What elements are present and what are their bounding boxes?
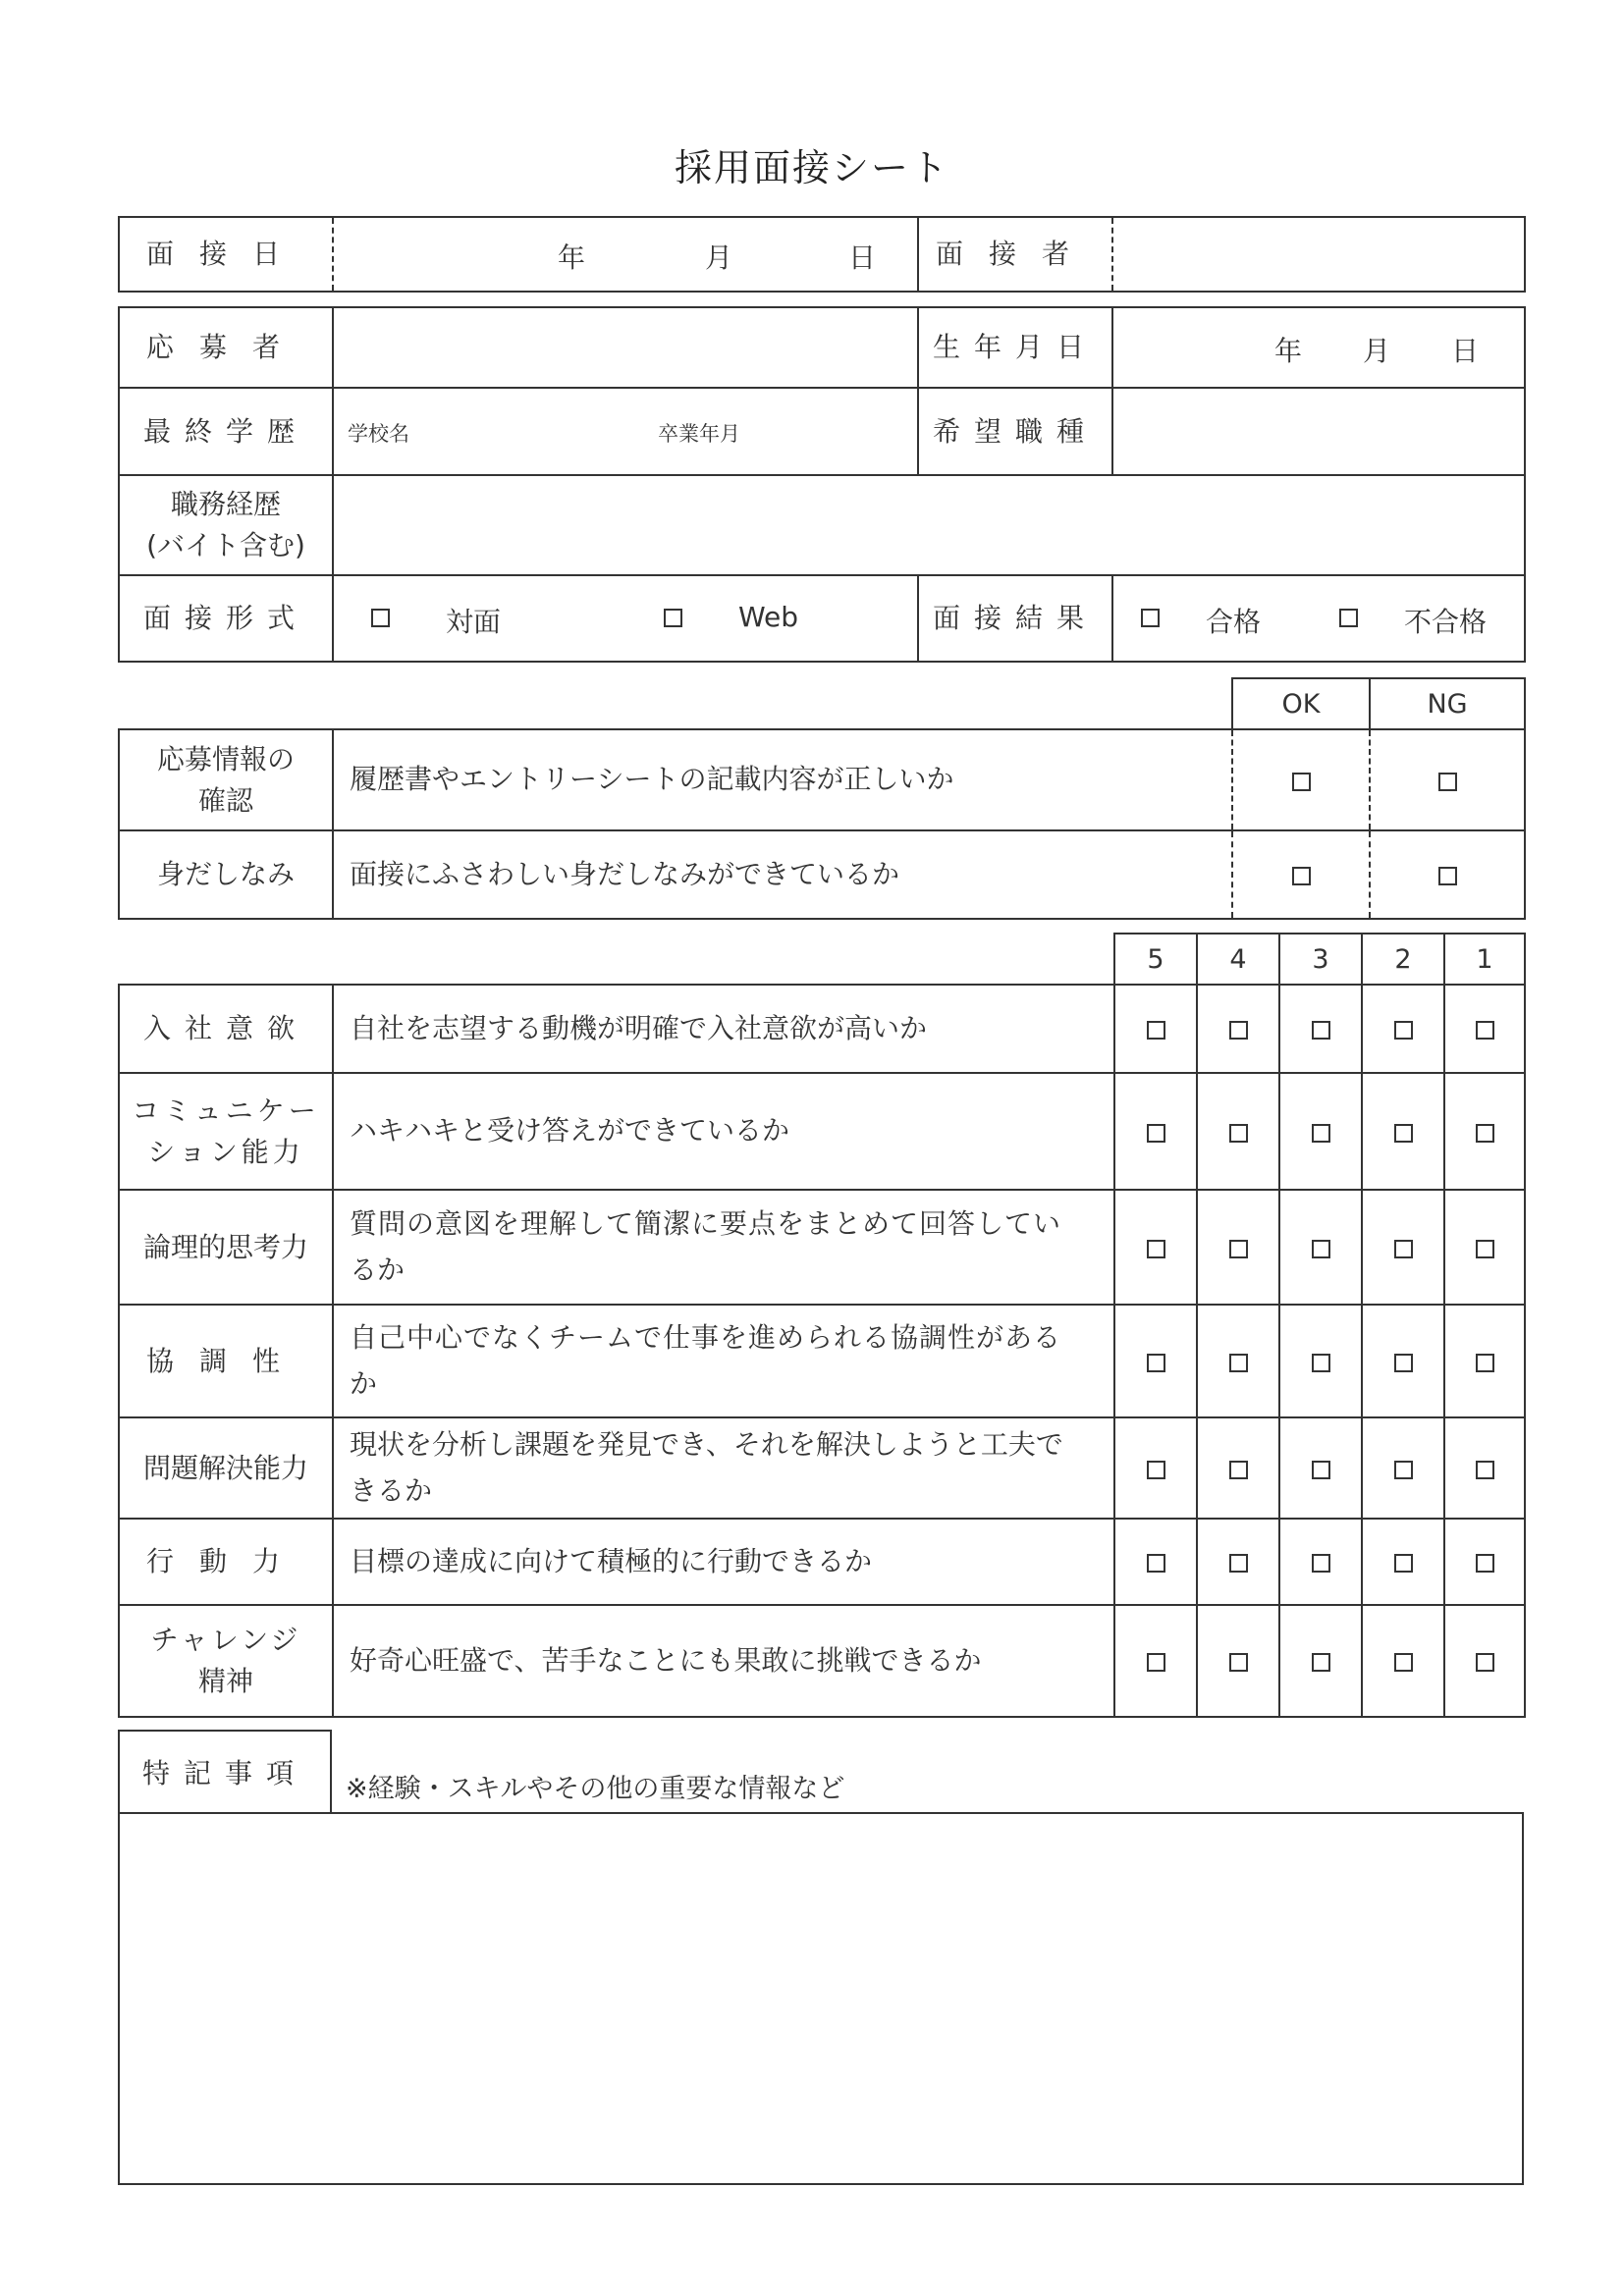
score-1-checkbox[interactable] xyxy=(1444,1605,1525,1717)
score-5-checkbox[interactable] xyxy=(1114,1519,1197,1605)
score-2-checkbox[interactable] xyxy=(1362,1190,1444,1305)
interview-date-field[interactable]: 年 月 日 xyxy=(333,217,918,292)
score-3-checkbox[interactable] xyxy=(1279,1605,1362,1717)
ng-checkbox[interactable] xyxy=(1370,830,1525,919)
education-field[interactable]: 学校名 卒業年月 xyxy=(333,388,918,475)
score-1-checkbox[interactable] xyxy=(1444,1519,1525,1605)
page-title: 採用面接シート xyxy=(674,146,949,189)
format-in-person-checkbox[interactable] xyxy=(371,609,390,627)
eval-row-text: 目標の達成に向けて積極的に行動できるか xyxy=(333,1519,1114,1605)
score-1-checkbox[interactable] xyxy=(1444,1305,1525,1417)
eval-row-text: 好奇心旺盛で、苦手なことにも果敢に挑戦できるか xyxy=(333,1605,1114,1717)
table-row xyxy=(119,985,1525,1073)
score-5-checkbox[interactable] xyxy=(1114,1190,1197,1305)
ok-checkbox[interactable] xyxy=(1232,830,1370,919)
eval-row-label: 協調性 xyxy=(119,1305,333,1417)
result-field: 合格 不合格 xyxy=(1112,575,1525,662)
eval-row-label: 問題解決能力 xyxy=(119,1417,333,1519)
desired-job-field[interactable] xyxy=(1112,388,1525,475)
score-4-checkbox[interactable] xyxy=(1197,1190,1279,1305)
ng-checkbox[interactable] xyxy=(1370,729,1525,830)
score-4-checkbox[interactable] xyxy=(1197,1519,1279,1605)
score-header-1: 1 xyxy=(1444,934,1525,985)
score-4-checkbox[interactable] xyxy=(1197,1417,1279,1519)
eval-row-label: 論理的思考力 xyxy=(119,1190,333,1305)
score-5-checkbox[interactable] xyxy=(1114,1073,1197,1190)
score-3-checkbox[interactable] xyxy=(1279,1190,1362,1305)
notes-label: 特記事項 xyxy=(118,1730,332,1812)
score-4-checkbox[interactable] xyxy=(1197,1605,1279,1717)
table-row xyxy=(119,1305,1525,1417)
score-5-checkbox[interactable] xyxy=(1114,1305,1197,1417)
result-fail-checkbox[interactable] xyxy=(1339,609,1358,627)
score-2-checkbox[interactable] xyxy=(1362,1605,1444,1717)
score-2-checkbox[interactable] xyxy=(1362,1073,1444,1190)
ng-header: NG xyxy=(1370,678,1525,729)
score-5-checkbox[interactable] xyxy=(1114,1605,1197,1717)
score-1-checkbox[interactable] xyxy=(1444,985,1525,1073)
score-3-checkbox[interactable] xyxy=(1279,985,1362,1073)
applicant-label: 応募者 xyxy=(119,307,333,388)
score-3-checkbox[interactable] xyxy=(1279,1305,1362,1417)
score-1-checkbox[interactable] xyxy=(1444,1190,1525,1305)
eval-row-label: 入社意欲 xyxy=(119,985,333,1073)
score-1-checkbox[interactable] xyxy=(1444,1073,1525,1190)
score-header-4: 4 xyxy=(1197,934,1279,985)
eval-row-text: 現状を分析し課題を発見でき、それを解決しようと工夫で きるか xyxy=(333,1417,1114,1519)
format-web-checkbox[interactable] xyxy=(664,609,682,627)
eval-row-label: 行動力 xyxy=(119,1519,333,1605)
notes-hint: ※経験・スキルやその他の重要な情報など xyxy=(346,1774,845,1804)
basic-check-table xyxy=(118,677,1526,920)
eval-row-label: チャレンジ 精神 xyxy=(119,1605,333,1717)
education-label: 最終学歴 xyxy=(119,388,333,475)
eval-row-label: コミュニケー ション能力 xyxy=(119,1073,333,1190)
eval-row-text: 自社を志望する動機が明確で入社意欲が高いか xyxy=(333,985,1114,1073)
interviewer-label: 面接者 xyxy=(918,217,1112,292)
score-4-checkbox[interactable] xyxy=(1197,1073,1279,1190)
score-header-5: 5 xyxy=(1114,934,1197,985)
ok-header: OK xyxy=(1232,678,1370,729)
ok-checkbox[interactable] xyxy=(1232,729,1370,830)
evaluation-table xyxy=(118,933,1526,1718)
desired-job-label: 希望職種 xyxy=(918,388,1112,475)
table-row xyxy=(119,1417,1525,1519)
applicant-table xyxy=(118,306,1526,663)
score-2-checkbox[interactable] xyxy=(1362,1305,1444,1417)
result-label: 面接結果 xyxy=(918,575,1112,662)
score-3-checkbox[interactable] xyxy=(1279,1073,1362,1190)
score-4-checkbox[interactable] xyxy=(1197,985,1279,1073)
result-pass-checkbox[interactable] xyxy=(1141,609,1160,627)
score-4-checkbox[interactable] xyxy=(1197,1305,1279,1417)
interview-date-label: 面接日 xyxy=(119,217,333,292)
check-row-label: 身だしなみ xyxy=(119,830,333,919)
table-row xyxy=(119,1073,1525,1190)
score-3-checkbox[interactable] xyxy=(1279,1417,1362,1519)
score-5-checkbox[interactable] xyxy=(1114,1417,1197,1519)
check-row-text: 履歴書やエントリーシートの記載内容が正しいか xyxy=(333,729,1232,830)
score-2-checkbox[interactable] xyxy=(1362,1417,1444,1519)
score-2-checkbox[interactable] xyxy=(1362,1519,1444,1605)
score-5-checkbox[interactable] xyxy=(1114,985,1197,1073)
notes-area[interactable] xyxy=(118,1812,1524,2185)
score-1-checkbox[interactable] xyxy=(1444,1417,1525,1519)
table-row xyxy=(119,1519,1525,1605)
career-label: 職務経歴 (バイト含む) xyxy=(119,475,333,575)
table-row xyxy=(119,1190,1525,1305)
table-row xyxy=(119,1605,1525,1717)
check-row-text: 面接にふさわしい身だしなみができているか xyxy=(333,830,1232,919)
birthdate-field[interactable]: 年 月 日 xyxy=(1112,307,1525,388)
table-row xyxy=(119,729,1525,830)
check-row-label: 応募情報の 確認 xyxy=(119,729,333,830)
eval-row-text: 自己中心でなくチームで仕事を進められる協調性がある か xyxy=(333,1305,1114,1417)
career-field[interactable] xyxy=(333,475,1525,575)
eval-row-text: 質問の意図を理解して簡潔に要点をまとめて回答してい るか xyxy=(333,1190,1114,1305)
applicant-field[interactable] xyxy=(333,307,918,388)
format-label: 面接形式 xyxy=(119,575,333,662)
interview-header-table xyxy=(118,216,1526,293)
interviewer-field[interactable] xyxy=(1112,217,1525,292)
table-row xyxy=(119,830,1525,919)
birthdate-label: 生年月日 xyxy=(918,307,1112,388)
score-2-checkbox[interactable] xyxy=(1362,985,1444,1073)
score-header-2: 2 xyxy=(1362,934,1444,985)
format-field: 対面 Web xyxy=(333,575,918,662)
score-3-checkbox[interactable] xyxy=(1279,1519,1362,1605)
eval-row-text: ハキハキと受け答えができているか xyxy=(333,1073,1114,1190)
score-header-3: 3 xyxy=(1279,934,1362,985)
